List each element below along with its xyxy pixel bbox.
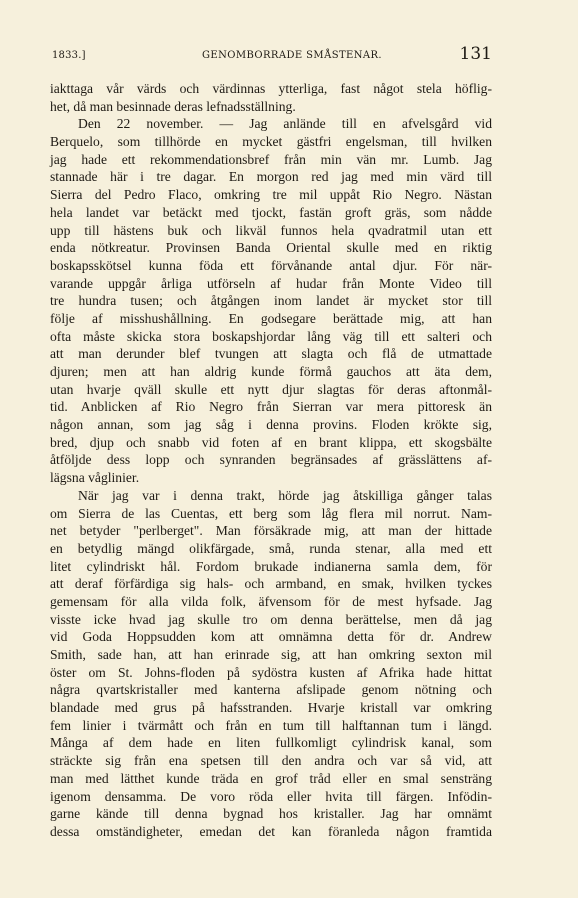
text-line: sträckte sig från ena spetsen till den andra och var så vid, att	[50, 753, 492, 769]
text-line: Sierra del Pedro Flaco, omkring tre mil uppåt Rio Negro. Nästan	[50, 187, 492, 203]
text-line: om Sierra de las Cuentas, ett berg som låg flera mil norrut. Nam-	[50, 505, 492, 521]
text-line: bred, djup och snabb vid foten af en brant klippa, ett skogsbälte	[50, 434, 492, 450]
text-line: några qvartskristaller med kanterna afslipade genom nötning och	[50, 682, 492, 698]
text-line: en betydlig mängd olikfärgade, små, runda stenar, alla med ett	[50, 540, 492, 556]
text-line: vid Goda Hoppsudden kom att omnämna detta för dr. Andrew	[50, 629, 492, 645]
text-line: dessa omständigheter, emedan det kan föranleda någon framtida	[50, 823, 492, 839]
text-line: litet cylindriskt hål. Fordom brukade indianerna samla dem, för	[50, 558, 492, 574]
text-line: någon annan, som jag såg i denna provins. Floden krökte sig,	[50, 417, 492, 433]
text-line: djuren; men att han aldrig kunde förmå gauchos att äta dem,	[50, 364, 492, 379]
text-line: Den 22 november. — Jag anlände till en afvelsgård vid	[78, 116, 492, 132]
text-line: När jag var i denna trakt, hörde jag åtskilliga gånger talas	[78, 487, 492, 503]
text-line: ofta måste skicka stora boskapshjordar lång väg till ett salteri och	[50, 328, 492, 344]
running-title: GENOMBORRADE SMÅSTENAR.	[202, 50, 382, 61]
text-line: hela landet var betäckt med tjockt, fastän groft gräs, som nådde	[50, 204, 492, 220]
page-header	[52, 44, 492, 64]
text-line: öster om St. Johns-floden på sydöstra kusten af Afrika hade hittat	[50, 664, 492, 680]
text-line: att deraf förfärdiga sig hals- och armband, en smak, hvilken tyckes	[50, 576, 492, 592]
text-line: gemensam för alla vilda folk, äfvensom för de mest hyfsade. Jag	[50, 593, 492, 609]
page-number: 131	[459, 44, 492, 64]
text-line: man med lätthet kunde träda en grof tråd eller en smal sensträng	[50, 770, 492, 786]
text-line: Smith, sade han, att han erinrade sig, att han omkring sexton mil	[50, 647, 492, 662]
text-line: garne kände till denna bygnad hos kristaller. Jag har omnämt	[50, 806, 492, 822]
text-line: upp till hästens buk och likväl funnos hela qvadratmil utan ett	[50, 222, 492, 238]
text-line: följe af misshushållning. En godsegare berättade mig, att han	[50, 310, 492, 326]
text-line: jag hade ett rekommendationsbref från min vän mr. Lumb. Jag	[50, 151, 492, 167]
text-line: stannade här i tre dagar. En morgon red jag med min värd till	[50, 169, 492, 185]
text-line: boskapsskötsel kunna föda ett förvånande antal djur. För när-	[50, 257, 492, 273]
text-line: iakttaga vår värds och värdinnas ytterliga, fast något stela höflig-	[50, 81, 492, 96]
text-line: varande uppgår årliga utförseln af hudar från Monte Video till	[50, 275, 492, 291]
text-line: net betyder "perlberget". Man försäkrade mig, att man der hittade	[50, 523, 492, 539]
text-line: att man derunder blef tvungen att slagta och flå de utmattade	[50, 346, 492, 362]
header-year: 1833.]	[52, 50, 86, 61]
body-text	[50, 80, 492, 841]
text-line: enda nötkreatur. Provinsen Banda Oriental skulle med en riktig	[50, 240, 492, 256]
text-line: tre hundra tusen; och åtgången inom landet är mycket stor till	[50, 293, 492, 309]
text-line: lägsna våglinier.	[50, 470, 140, 486]
text-line: Berquelo, som tillhörde en mycket gästfri engelsman, till hvilken	[50, 134, 492, 150]
text-line: het, då man besinnade deras lefnadsställning.	[50, 98, 296, 114]
text-line: blandade med grus på hafsstranden. Hvarje kristall var omkring	[50, 700, 492, 716]
text-line: åtföljde dess lopp och synranden begränsades af grässlättens af-	[50, 452, 492, 468]
text-line: fem linier i tvärmått och från en tum till halftannan tum i längd.	[50, 717, 492, 733]
text-line: tid. Anblicken af Rio Negro från Sierran var mera pittoresk än	[50, 399, 492, 415]
text-line: Många af dem hade en liten fullkomligt cylindrisk kanal, som	[50, 735, 492, 751]
text-line: visste icke hvad jag skulle tro om denna berättelse, men då jag	[50, 611, 492, 627]
text-line: utan hvarje qväll skulle ett nytt djur slagtas för deras aftonmål-	[50, 381, 492, 397]
text-line: igenom densamma. De voro röda eller hvita till färgen. Infödin-	[50, 788, 492, 804]
